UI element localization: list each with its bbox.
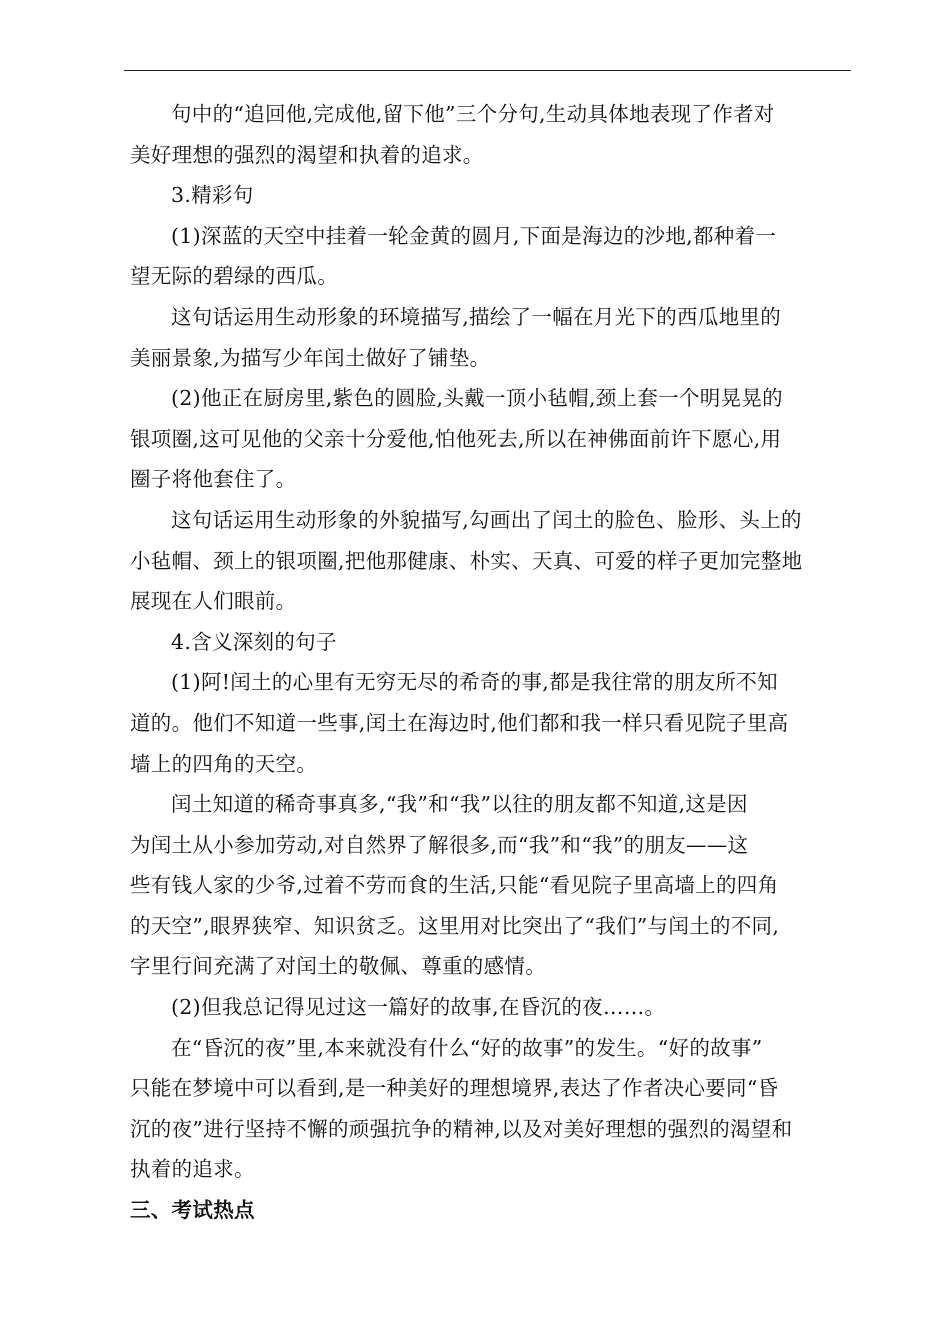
- quote-line: (2)他正在厨房里,紫色的圆脸,头戴一顶小毡帽,颈上套一个明晃晃的: [171, 386, 783, 411]
- paragraph-line: 在“昏沉的夜”里,本来就没有什么“好的故事”的发生。“好的故事”: [171, 1035, 763, 1060]
- quote-line: 道的。他们不知道一些事,闰土在海边时,他们都和我一样只看见院子里高: [130, 710, 789, 735]
- paragraph-line: 展现在人们眼前。: [130, 589, 297, 614]
- paragraph-line: 为闰土从小参加劳动,对自然界了解很多,而“我”和“我”的朋友——这: [130, 832, 749, 857]
- paragraph-line: 些有钱人家的少爷,过着不劳而食的生活,只能“看见院子里高墙上的四角: [130, 873, 779, 898]
- section-heading: 4.含义深刻的句子: [171, 629, 337, 654]
- paragraph-line: 这句话运用生动形象的外貌描写,勾画出了闰土的脸色、脸形、头上的: [171, 507, 802, 532]
- header-rule: [124, 70, 851, 71]
- quote-line: (2)但我总记得见过这一篇好的故事,在昏沉的夜……。: [171, 995, 666, 1020]
- section-heading: 3.精彩句: [171, 183, 254, 208]
- paragraph-line: 美丽景象,为描写少年闰土做好了铺垫。: [130, 345, 491, 370]
- quote-line: 圈子将他套住了。: [130, 467, 297, 492]
- chapter-heading: 三、考试热点: [130, 1198, 255, 1223]
- quote-line: (1)阿!闰土的心里有无穷无尽的希奇的事,都是我往常的朋友所不知: [171, 670, 778, 695]
- document-body: [130, 94, 850, 1231]
- paragraph-line: 只能在梦境中可以看到,是一种美好的理想境界,表达了作者决心要同“昏: [130, 1076, 779, 1101]
- paragraph-line: 沉的夜”进行坚持不懈的顽强抗争的精神,以及对美好理想的强烈的渴望和: [130, 1116, 793, 1141]
- quote-line: 银项圈,这可见他的父亲十分爱他,怕他死去,所以在神佛面前许下愿心,用: [130, 426, 782, 451]
- paragraph-line: 执着的追求。: [130, 1157, 255, 1182]
- paragraph-line: 字里行间充满了对闰土的敬佩、尊重的感情。: [130, 954, 546, 979]
- paragraph-line: 句中的“追回他,完成他,留下他”三个分句,生动具体地表现了作者对: [171, 102, 775, 126]
- paragraph-line: 这句话运用生动形象的环境描写,描绘了一幅在月光下的西瓜地里的: [171, 304, 782, 329]
- paragraph-line: 闰土知道的稀奇事真多,“我”和“我”以往的朋友都不知道,这是因: [171, 792, 748, 817]
- paragraph-line: 的天空”,眼界狭窄、知识贫乏。这里用对比突出了“我们”与闰土的不同,: [130, 913, 780, 938]
- quote-line: (1)深蓝的天空中挂着一轮金黄的圆月,下面是海边的沙地,都种着一: [171, 223, 777, 248]
- quote-line: 望无际的碧绿的西瓜。: [130, 264, 338, 289]
- quote-line: 墙上的四角的天空。: [130, 751, 318, 776]
- paragraph-line: 小毡帽、颈上的银项圈,把他那健康、朴实、天真、可爱的样子更加完整地: [130, 548, 803, 573]
- paragraph-line: 美好理想的强烈的渴望和执着的追求。: [130, 142, 484, 167]
